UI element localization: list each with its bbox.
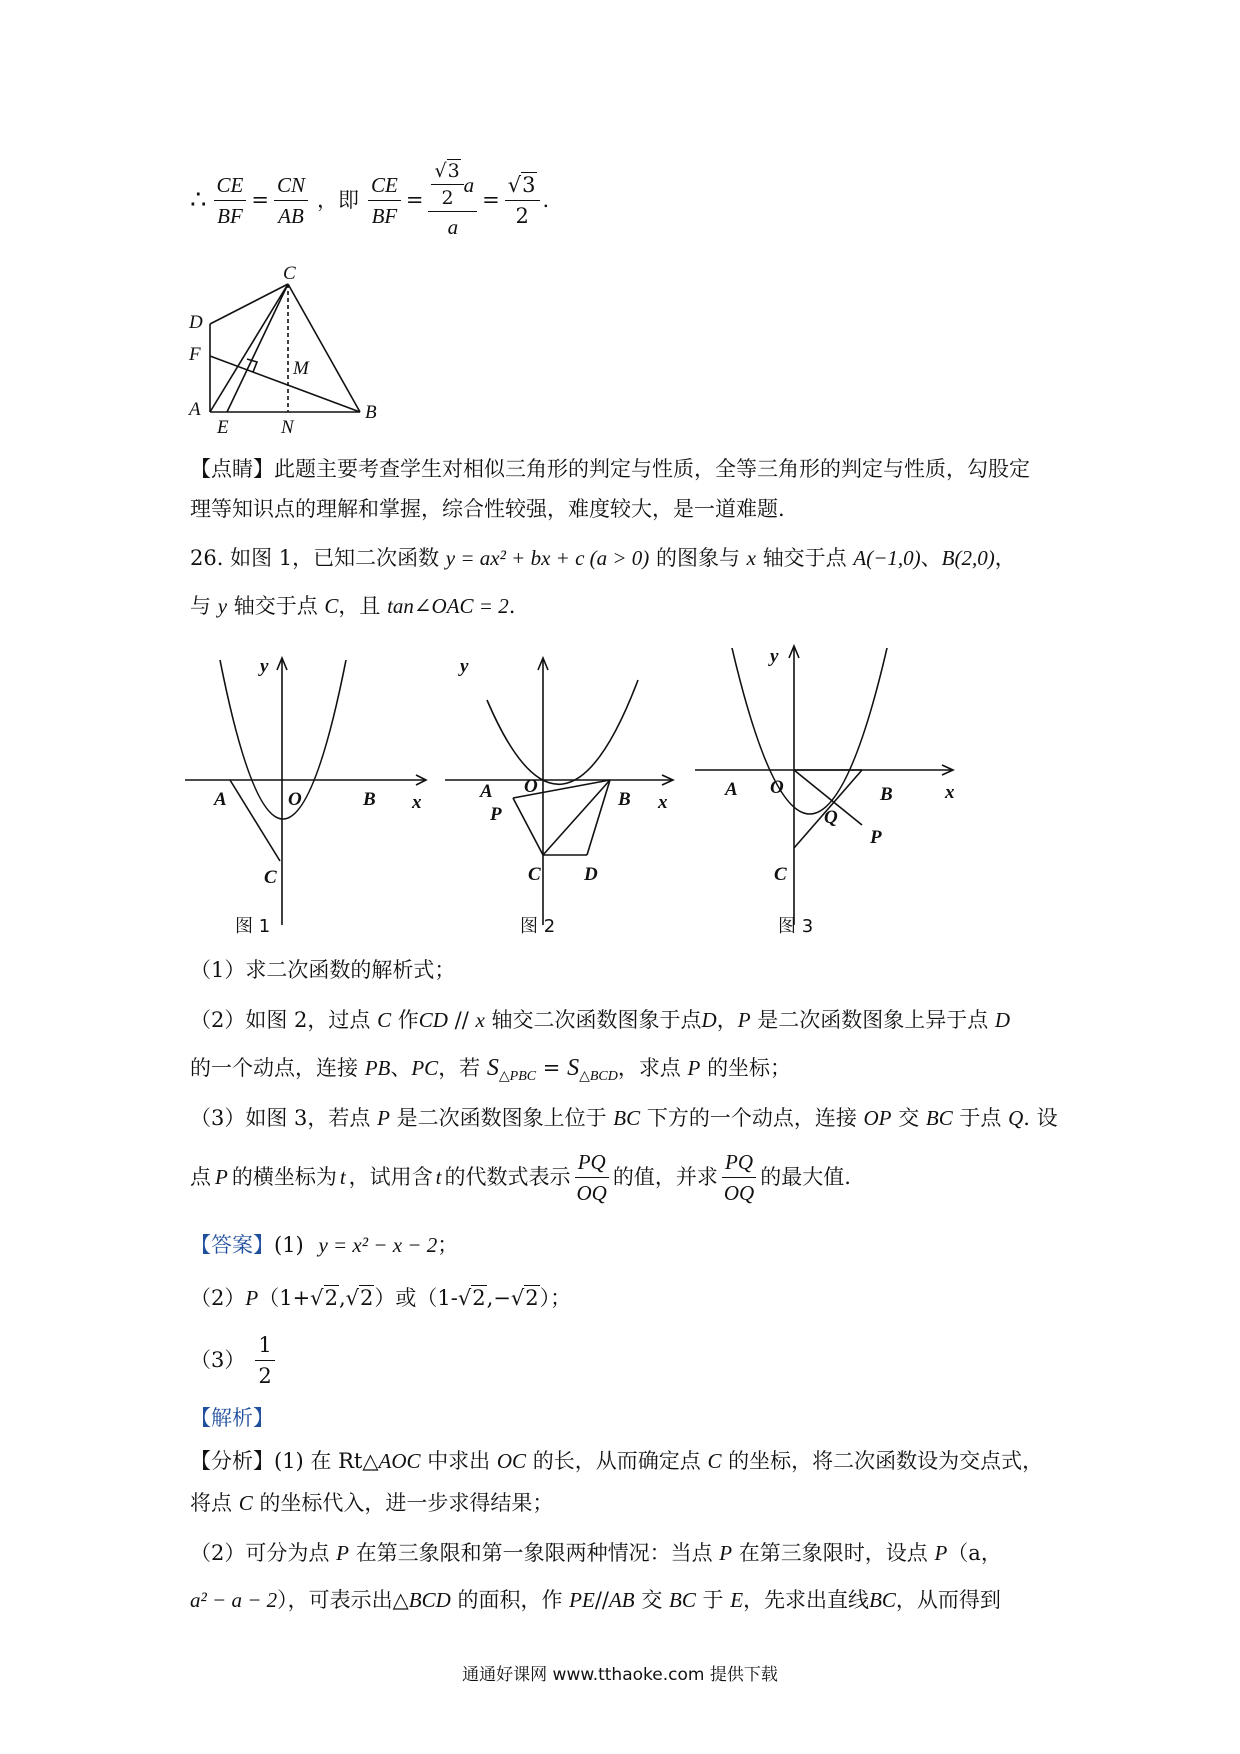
fig3-label-B: B [880,784,893,805]
part-3-line-1: （3）如图 3，若点 P 是二次函数图象上位于 BC 下方的一个动点，连接 OP 交 BC 于点 Q. 设 [190,1106,1058,1130]
fig3-label-C: C [774,864,787,885]
fig2-label-y: y [460,656,469,677]
part-1: （1）求二次函数的解析式； [190,958,456,982]
part-3-line-2: 点 P 的横坐标为 t ，试用含 t 的代数式表示 $\frac{PQ}{OQ}$ 的值，并求 $\frac{PQ}{OQ}$ 的最大值. [190,1149,851,1205]
comment-line-2: 理等知识点的理解和掌握，综合性较强，难度较大，是一道难题. [190,497,785,521]
label-F: F [189,344,201,365]
fraction-ce-bf-2: $\frac{CE}{BF}$ [368,172,401,229]
analysis-heading: 【解析】 [190,1406,274,1430]
fig2-label-A: A [480,781,493,802]
fraction-ce-bf: $\frac{CE}{BF}$ [214,172,247,229]
fig3-label-y-visible: y [770,646,779,667]
question-26-line-1: 26. 如图 1，已知二次函数 y = ax² + bx + c (a > 0) 的图象与 x 轴交于点 A(−1,0)、B(2,0)， [190,546,1016,570]
fraction-sqrt3-over-2: $\frac{√3}{2}$ [505,172,540,229]
fig2-label-C: C [528,864,541,885]
parabola-figure-3 [690,640,970,940]
fig1-label-A: A [214,789,227,810]
parabola-figure-1 [180,650,440,940]
fig1-label-O: O [288,789,302,810]
fig3-caption: 图 3 [778,916,814,937]
analysis-line-3: （2）可分为点 P 在第三象限和第一象限两种情况：当点 P 在第三象限时，设点 P（a， [190,1541,1002,1565]
answer-2: （2）P（1+√2,√2）或（1-√2,−√2）； [190,1286,572,1310]
fig3-label-A: A [725,779,738,800]
fraction-cn-ab: $\frac{CN}{AB}$ [274,172,308,229]
fig1-label-y: y [260,656,269,677]
page-footer: 通通好课网 www.tthaoke.com 提供下载 [462,1665,778,1685]
triangle-figure [185,262,385,442]
fig2-label-D: D [584,864,598,885]
fig2-label-O: O [524,776,538,797]
fraction-pq-oq: $\frac{PQ}{OQ}$ [576,1149,607,1205]
part-2-line-2: 的一个动点，连接 PB、PC，若 $S_{\triangle PBC} = S_{\triangle BCD}$，求点 P 的坐标； [190,1055,792,1085]
label-N: N [281,417,294,438]
label-M: M [293,358,309,379]
fraction-one-half: $\frac{1}{2}$ [255,1332,274,1389]
parabola-figure-2 [440,650,690,940]
comment-line-1: 【点睛】此题主要考查学生对相似三角形的判定与性质，全等三角形的判定与性质，勾股定 [190,457,1030,481]
label-B: B [365,402,377,423]
label-A: A [189,399,201,420]
analysis-line-2: 将点 C 的坐标代入，进一步求得结果； [190,1491,554,1515]
fraction-sqrt3-half-a: $\frac{√3}{2}$ a a [428,160,477,240]
part-2-line-1: （2）如图 2，过点 C 作CD // x 轴交二次函数图象于点D，P 是二次函数图象上异于点 D [190,1008,1011,1032]
analysis-line-1: 【分析】(1) 在 Rt△AOC 中求出 OC 的长，从而确定点 C 的坐标，将二次函数设为交点式， [190,1449,1044,1473]
label-E: E [217,417,229,438]
answer-tag: 【答案】 [190,1233,274,1257]
fig2-label-P: P [490,804,502,825]
fig1-label-C: C [264,867,277,888]
fraction-pq-oq-2: $\frac{PQ}{OQ}$ [723,1149,755,1205]
answer-1: 【答案】(1) y = x² − x − 2； [190,1233,459,1257]
fig2-caption: 图 2 [520,916,556,937]
analysis-line-4: a² − a − 2），可表示出△BCD 的面积，作 PE//AB 交 BC 于 E，先求出直线BC，从而得到 [190,1588,1001,1612]
fig3-label-Q: Q [824,807,838,828]
question-26-line-2: 与 y 轴交于点 C，且 tan∠OAC = 2. [190,594,516,618]
label-C: C [283,263,296,284]
fig1-label-B: B [363,789,376,810]
therefore-symbol: ∴ [190,185,207,215]
fig2-label-B: B [618,789,631,810]
label-D: D [189,312,203,333]
fig2-label-x: x [658,792,668,813]
answer-3: （3） $\frac{1}{2}$ [190,1325,278,1395]
ratio-equation: ∴ $\frac{CE}{BF}$ = $\frac{CN}{AB}$ ，即 $\frac{CE}{BF}$ = $\frac{√3}{2}$ a a = $\frac{√3}{2}$ . [190,160,550,239]
fig1-label-x: x [412,792,422,813]
fig3-label-P: P [870,827,882,848]
fig1-caption: 图 1 [235,916,271,937]
fig3-label-x: x [945,782,955,803]
fig3-label-O: O [770,777,784,798]
